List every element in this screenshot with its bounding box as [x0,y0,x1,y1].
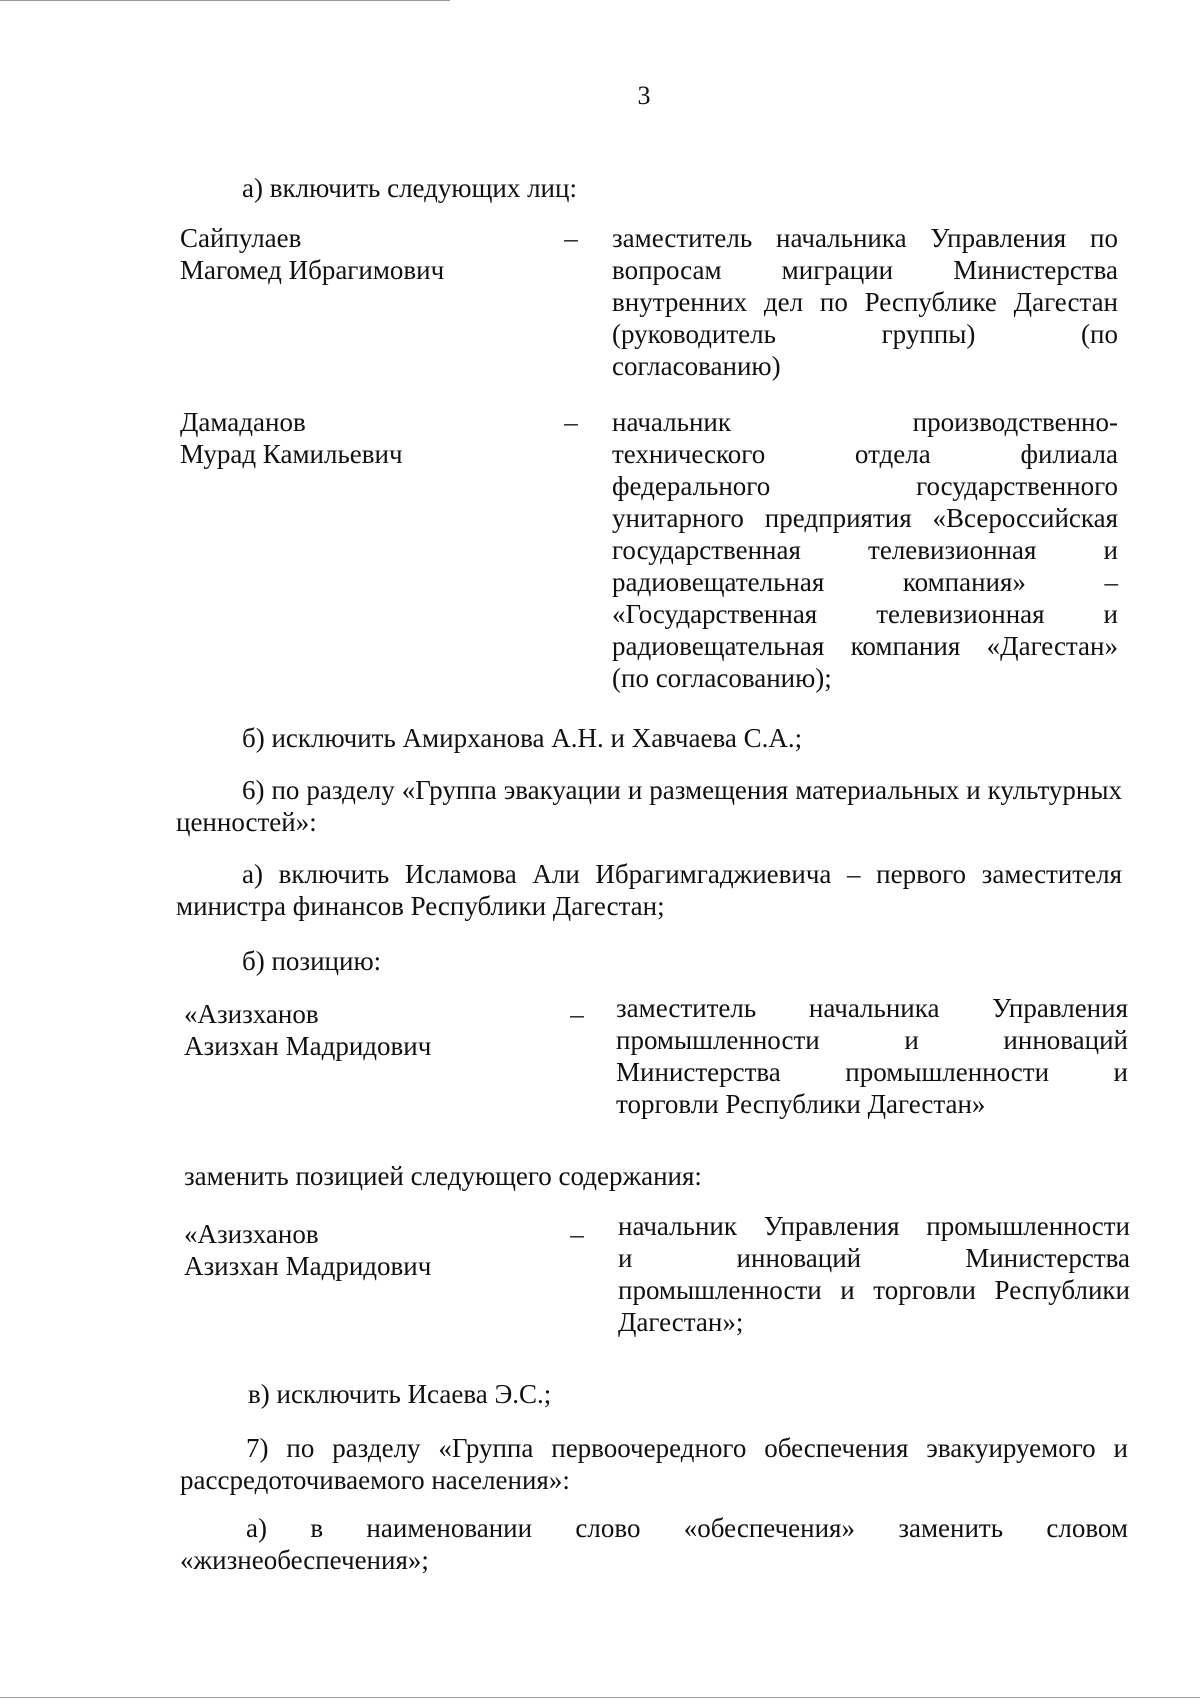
dash-separator: – [564,223,578,253]
person-name [180,406,403,470]
position-line: заместитель начальника Управления по [612,223,1118,253]
dash-separator: – [570,1219,584,1249]
section-6-heading: 6) по разделу «Группа эвакуации и размещения материальных и культурных ценностей»: [176,775,1122,837]
position-line: Дагестан»; [618,1307,744,1337]
person-position [612,222,1118,382]
section-6-item-v: в) исключить Исаева Э.С.; [248,1379,552,1409]
position-line: заместитель начальника Управления [616,993,1128,1023]
position-line: промышленности и инноваций [616,1025,1128,1055]
position-line: Министерства промышленности и [616,1057,1128,1087]
item-a-include: а) включить следующих лиц: [242,173,577,203]
person-name [184,998,431,1062]
position-line: государственная телевизионная и [612,535,1118,565]
person-given-name: Азизхан Мадридович [184,1251,432,1281]
position-line: унитарного предприятия «Всероссийская [612,503,1118,533]
person-given-name: Азизхан Мадридович [184,1031,432,1061]
item-b-exclude: б) исключить Амирханова А.Н. и Хавчаева С.А.; [242,723,803,753]
person-given-name: Мурад Камильевич [180,439,403,469]
position-line: начальник Управления промышленности [618,1211,1130,1241]
section-6-item-b: б) позицию: [242,946,382,976]
person-given-name: Магомед Ибрагимович [180,255,445,285]
position-line: внутренних дел по Республике Дагестан [612,287,1118,317]
person-surname: «Азизханов [184,999,319,1029]
person-surname: Сайпулаев [180,223,302,253]
replace-instruction: заменить позицией следующего содержания: [184,1161,702,1191]
position-line: технического отдела филиала [612,439,1118,469]
position-line: (руководитель группы) (по [612,319,1118,349]
dash-separator: – [564,407,578,437]
person-position [618,1210,1130,1338]
position-line: радиовещательная компания» – [612,567,1118,597]
person-surname: «Азизханов [184,1219,319,1249]
position-line: радиовещательная компания «Дагестан» [612,631,1118,661]
position-line: вопросам миграции Министерства [612,255,1118,285]
position-line: промышленности и торговли Республики [618,1275,1130,1305]
position-line: (по согласованию); [612,663,832,693]
position-line: торговли Республики Дагестан» [616,1089,986,1119]
page-number: 3 [637,81,651,110]
section-6-item-a: а) включить Исламова Али Ибрагимгаджиевича – первого заместителя министра финансов Республики Дагестан; [176,859,1122,921]
person-name [180,222,444,286]
person-position [616,992,1128,1120]
section-7-heading: 7) по разделу «Группа первоочередного обеспечения эвакуируемого и рассредоточиваемого населения»: [180,1433,1128,1495]
position-line: начальник производственно- [612,407,1118,437]
dash-separator: – [570,999,584,1029]
position-line: «Государственная телевизионная и [612,599,1118,629]
position-line: и инноваций Министерства [618,1243,1130,1273]
scan-edge-line [0,1697,1200,1698]
scan-edge-line [0,0,450,1]
person-surname: Дамаданов [180,407,306,437]
position-line: федерального государственного [612,471,1118,501]
person-position [612,406,1118,694]
person-name [184,1218,431,1282]
section-7-item-a: а) в наименовании слово «обеспечения» заменить словом «жизнеобеспечения»; [180,1513,1128,1575]
position-line: согласованию) [612,351,781,381]
